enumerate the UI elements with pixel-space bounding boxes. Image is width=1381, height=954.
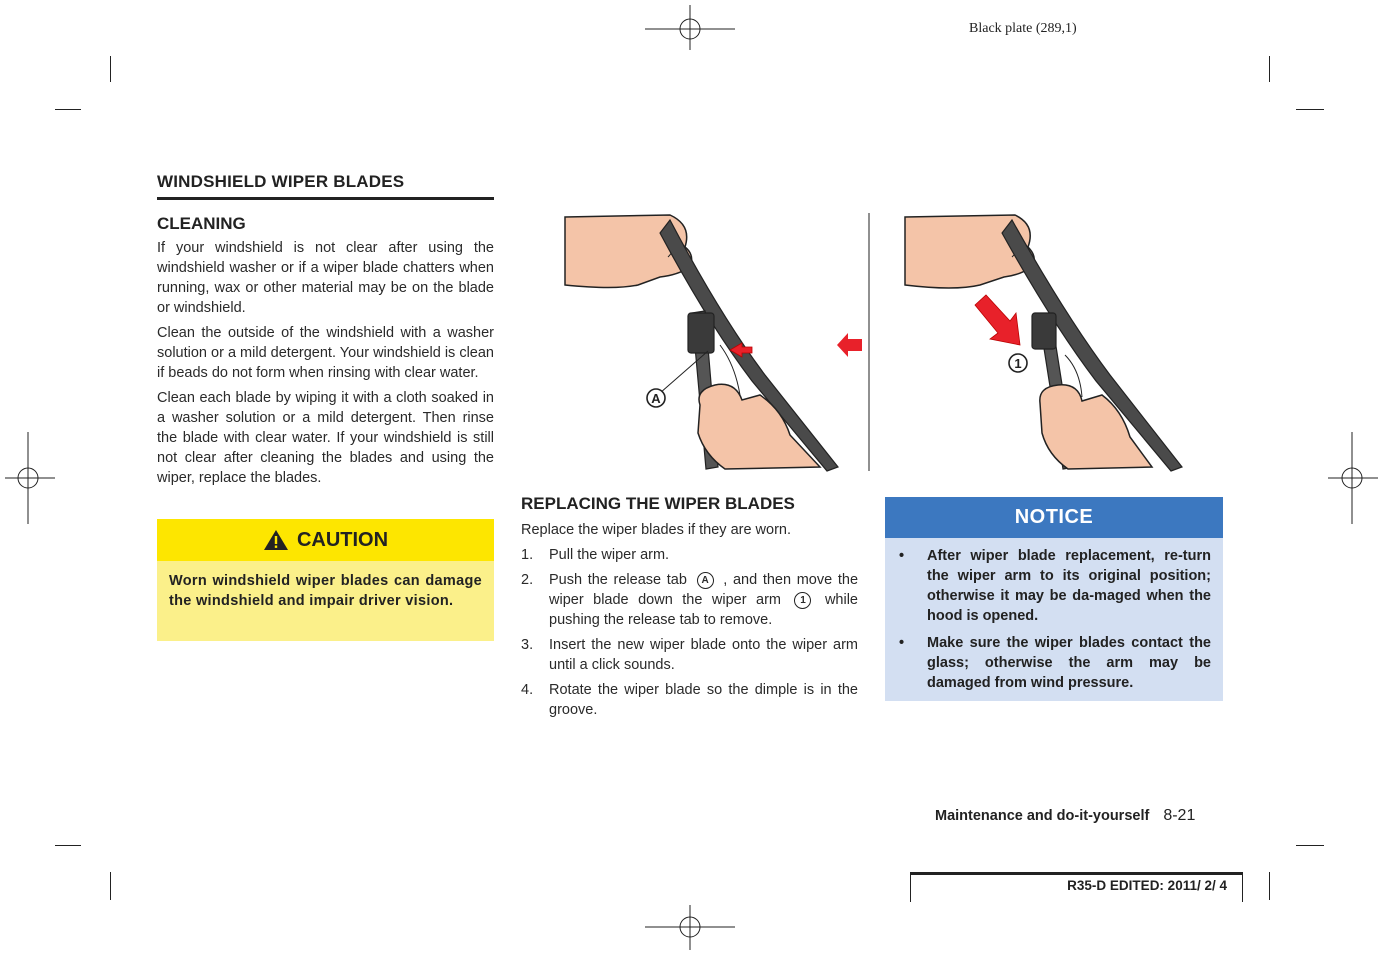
bullet-icon: • [899,548,905,564]
notice-header [885,497,1223,538]
callout-a-label: A [651,391,661,406]
step-text-part: while pushing the release tab to remove. [549,592,858,628]
cleaning-paragraph: Clean each blade by wiping it with a cloth soaked in a washer solution or a mild detergent. Then rinse the blade with clear water. If your windshield is still not clear after cleaning the blades and using the wiper, replace the blades. [157,390,494,486]
wiper-replacement-illustration [520,205,1220,475]
cleaning-title: CLEANING [157,214,246,233]
notice-title: NOTICE [1014,506,1094,528]
registration-mark-top [645,5,735,50]
page-footer [935,807,1195,825]
next-step-arrow [837,333,862,357]
step-text: Rotate the wiper blade so the dimple is in the groove. [549,682,858,718]
caution-title: CAUTION [296,528,389,551]
replacing-intro: Replace the wiper blades if they are worn. [521,522,792,538]
ref-a-icon: A [697,572,714,589]
notice-list [885,538,1223,693]
step-item [521,635,858,675]
step-number: 4. [521,682,534,698]
step-text [549,570,858,630]
warning-triangle-icon [263,529,289,551]
move-down-arrow [975,295,1020,345]
ref-1-icon: 1 [794,592,811,609]
cleaning-column [157,172,494,488]
chapter-title: Maintenance and do-it-yourself [935,808,1150,824]
notice-box [885,497,1223,701]
step-item [521,545,858,565]
replacing-column [521,494,858,720]
step-text: Pull the wiper arm. [549,547,670,563]
step-item [521,570,858,630]
notice-item [897,546,1211,626]
illustration-step-pull-arm [565,215,838,471]
caution-header [157,519,494,561]
registration-mark-left [5,432,55,524]
step-number: 2. [521,572,534,588]
edited-stamp [910,872,1243,902]
step-text-part: , and then move the wiper blade down the wiper arm [549,572,859,608]
edited-text: R35-D EDITED: 2011/ 2/ 4 [1067,878,1227,893]
step-item [521,680,858,720]
illustration-step-remove-blade [905,215,1182,471]
replacing-title: REPLACING THE WIPER BLADES [521,494,795,513]
page-number: 8-21 [1163,807,1196,824]
step-number: 3. [521,637,534,653]
cleaning-paragraph: If your windshield is not clear after using the windshield washer or if a wiper blade chatters when running, wax or other material may be on the blade or windshield. [157,240,494,316]
notice-item-text: After wiper blade replacement, re-turn the wiper arm to its original position; otherwise it may be da-maged when the hood is opened. [927,548,1211,624]
step-text: Insert the new wiper blade onto the wiper arm until a click sounds. [549,637,858,673]
notice-item [897,633,1211,693]
section-title: WINDSHIELD WIPER BLADES [157,172,494,200]
caution-box [157,519,494,641]
caution-text: Worn windshield wiper blades can damage the windshield and impair driver vision. [169,573,482,609]
cleaning-paragraph: Clean the outside of the windshield with a washer solution or a mild detergent. Your windshield is clean if beads do not form when rinsing with clear water. [157,325,494,381]
registration-mark-bottom [645,905,735,950]
plate-label: Black plate (289,1) [969,21,1077,36]
step-text-part: Push the release tab [549,572,687,588]
step-number: 1. [521,547,534,563]
registration-mark-right [1328,432,1378,524]
bullet-icon: • [899,635,905,651]
notice-item-text: Make sure the wiper blades contact the glass; otherwise the arm may be damaged from wind pressure. [927,635,1211,691]
callout-1-label: 1 [1014,356,1022,371]
